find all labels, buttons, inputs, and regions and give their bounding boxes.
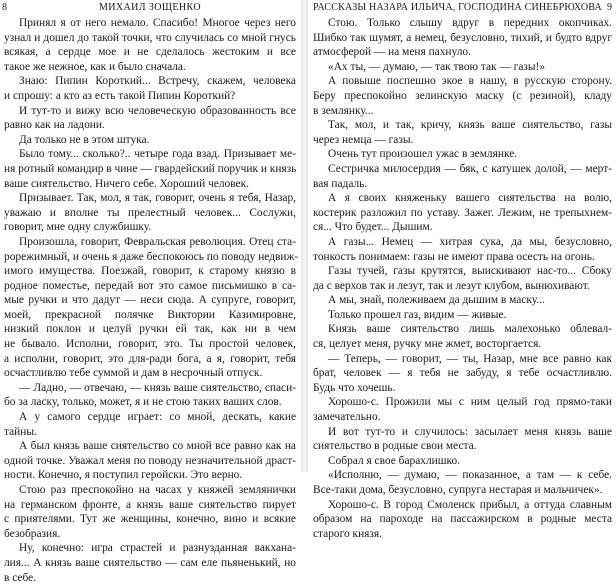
text-line: Очень тут произошел ужас в землянке. [328, 148, 518, 161]
text-line: Все-таки дома, безусловно, супруга нестарая и мальчичек». [313, 484, 603, 496]
text-line: ся... Что будет... Дышим. [313, 221, 433, 234]
text-line: рорежимный, и очень я даже беспокоюсь по поводу недвиж- [4, 250, 299, 263]
text-line: сиятельство в родные свои места. [313, 440, 477, 453]
page-number: 9 [607, 2, 612, 13]
text-line: имого имущества. Поезжай, говорит, к старому князю в [4, 265, 296, 278]
right-page [309, 0, 616, 540]
text-line: Князь ваше сиятельство лишь малехонько облевал- [328, 323, 612, 336]
text-line: Призывает. Так, мол, я так, говорит, очень я тебя, Назар, [19, 192, 296, 205]
running-title: МИХАИЛ ЗОЩЕНКО [99, 2, 201, 13]
text-line: лия... А князь ваше сиятельство — сам еле пьяненький, но [4, 556, 296, 569]
text-line: Стою. Только слышу вдруг в передних окопчиках. [328, 17, 612, 29]
text-line: Газы тучей, газы крутятся, выискивают нас-то... Сбоку [328, 265, 612, 278]
text-line: Собрал я свое барахлишко. [328, 454, 460, 467]
text-line: Принял я от него немало. Спасибо! Многое через него [19, 17, 296, 29]
text-line: не бывало. Исполни, говорит, это. Ты простой человек, [4, 338, 296, 351]
text-line: А газы... Немец — хитрая сука, да мы, безусловно, [328, 235, 612, 248]
text-line: всякая, а сердце мое и не сделалось жестоким и все [4, 46, 296, 59]
right-page-text [313, 16, 612, 541]
left-page-header [0, 2, 300, 14]
text-line: в себе. [4, 571, 37, 584]
text-line: а исполни, говорит, это для-ради бога, а я, говорит, тебя [4, 352, 296, 365]
text-line: Будь что хочешь. [313, 381, 396, 394]
text-line: моей, прекрасной полячке Виктории Казимировне, [4, 308, 296, 321]
text-line: — Теперь, — говорит, — ты, Назар, мне все равно как [328, 352, 612, 365]
text-line: говорит, мне одну службишку. [4, 221, 152, 234]
text-line: Шибко так шумят, а немец, безусловно, тихий, и будто вдруг [313, 31, 612, 44]
text-line: Так, мол, и так, кричу, князь ваше сиятельство, газы [328, 119, 612, 132]
text-line: Произошла, говорит, Февральская революция. Отец ста- [19, 235, 296, 248]
right-page-header [309, 2, 616, 14]
text-line: Хорошо-с. В город Смоленск прибыл, а оттуда славным [328, 498, 612, 511]
text-line: Хорошо-с. Прожили мы с ним целый год прямо-таки [328, 396, 612, 409]
text-line: атмосферой — на меня пахнуло. [313, 46, 471, 59]
text-line: ваше сиятельство. Ничего себе. Хороший человек. [4, 177, 249, 190]
text-line: А был князь ваше сиятельство со мной все равно как на [19, 440, 296, 453]
text-line: мые ручки и что дадут — неси сюда. А супруге, говорит, [4, 294, 296, 307]
text-line: с приятелями. Тут же женщины, конечно, вино и всякие [4, 513, 296, 526]
text-line: тайны. [4, 425, 37, 438]
text-line: старого князя. [313, 527, 383, 540]
text-line: Только прошел газ, видим — живые. [328, 308, 507, 321]
text-line: одной точке. Уважал меня по поводу незначительной драст- [4, 454, 296, 467]
text-line: такое же нежное, как и было сначала. [4, 60, 186, 73]
text-line: А повыше поспешно экое в нашу, в русскую сторону. [328, 75, 612, 88]
text-line: Было тому... сколько?.. четыре года взад. Призывает ме- [19, 148, 296, 161]
book-spine [301, 0, 308, 472]
text-line: да с верхов так и лезут, так и лезут клубом, вынюхивают. [313, 279, 590, 292]
text-line: тонкость понимаем: газы не имеют права осесть на огонь. [313, 250, 595, 263]
left-page-text [4, 16, 299, 585]
text-line: вая падаль. [313, 177, 368, 190]
text-line: образом на пароходе на пассажирском в родные места [313, 513, 612, 526]
text-line: брат, человек — я тебя не забуду, я тебе осчастливлю. [313, 367, 612, 380]
text-line: в землянку... [313, 104, 374, 117]
text-line: на германском фронте, а князь ваше сиятельство пирует [4, 498, 296, 511]
text-line: через немца — газы. [313, 133, 414, 146]
text-line: осчастливлю тебе суммой и дам в несрочный отпуск. [4, 367, 263, 380]
text-line: бо за ласку, только, может, я и не стою таких ваших слов. [4, 396, 282, 409]
text-line: Знаю: Пипин Короткий... Встречу, скажем, человека [19, 75, 296, 88]
text-line: А я своих княженьку вашего сиятельства на волю, [328, 192, 612, 205]
text-line: И тут-то и вижу всю человеческую образованность все [19, 104, 296, 117]
text-line: «Исполню, — думаю, — показанное, а там — к себе. [328, 469, 612, 482]
text-line: И вот тут-то и случилось: засылает меня князь ваше [328, 425, 612, 438]
text-line: родное поместье, передай вот это самое письмишко в са- [4, 279, 296, 292]
text-line: Стою раз преспокойно на часах у княжей землянички [19, 484, 296, 496]
text-line: узнал и дошел до такой точки, что случилась со мной гнусь [4, 31, 296, 44]
text-line: замечательно. [313, 411, 381, 424]
page-number: 8 [2, 2, 7, 13]
text-line: костерик разложил по уставу. Зажег. Лежим, не трепыхнем- [313, 206, 612, 219]
text-line: ности. Конечно, я поступил геройски. Это верно. [4, 469, 243, 482]
text-line: ся, целует меня, ручку мне жмет, восторгается. [313, 338, 542, 351]
left-page [0, 0, 300, 584]
text-line: Да только не в этом штука. [19, 133, 150, 146]
text-line: ня ротный командир в чине — гвардейский поручик и князь [4, 162, 297, 175]
running-title: РАССКАЗЫ НАЗАРА ИЛЬИЧА, ГОСПОДИНА СИНЕБРЮХОВА [313, 2, 602, 13]
text-line: и спрошу: а кто аз есть такой Пипин Короткий? [4, 89, 236, 102]
text-line: уважаю и вполне ты прелестный человек... Сослужи, [4, 206, 296, 219]
text-line: «Ах ты, — думаю, — так твою так — газы!» [328, 60, 546, 73]
text-line: Сестричка милосердия — бяк, с катушек долой, — мерт- [328, 162, 612, 175]
text-line: Ну, конечно: игра страстей и разнузданная вакхана- [19, 542, 296, 555]
text-line: низкий поклон и целуй ручки ей так, как ни в чем [4, 323, 296, 336]
text-line: — Ладно, — отвечаю, — князь ваше сиятельство, спаси- [19, 381, 296, 394]
text-line: Беру преспокойно зелинскую маску (с резиной), кладу [313, 89, 612, 102]
text-line: А мы, знай, полеживаем да дышим в маску... [328, 294, 545, 307]
text-line: безобразия. [4, 527, 61, 540]
text-line: А у самого сердце играет: со мной, дескать, какие [19, 411, 296, 424]
text-line: равно как на ладони. [4, 119, 105, 132]
